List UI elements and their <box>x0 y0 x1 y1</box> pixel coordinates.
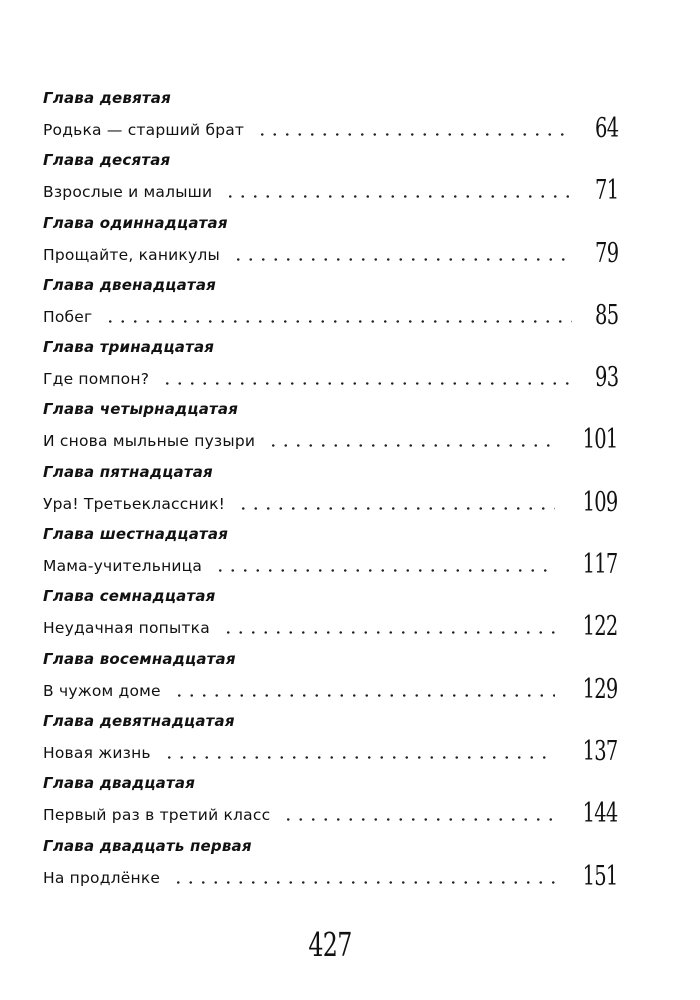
toc-entry <box>43 773 618 835</box>
toc-entry <box>43 213 618 275</box>
page-number: 129 <box>583 673 618 705</box>
dot-leader <box>214 569 555 572</box>
toc-row <box>43 235 618 269</box>
chapter-label: Глава десятая <box>43 151 171 170</box>
chapter-label: Глава девятая <box>43 89 171 107</box>
toc-row <box>43 110 618 144</box>
toc-entry <box>43 836 618 898</box>
toc-entry <box>43 524 618 586</box>
toc-row <box>43 733 618 767</box>
page-number: 71 <box>594 175 618 207</box>
toc-row <box>43 172 618 206</box>
chapter-label: Глава шестнадцатая <box>43 525 229 544</box>
chapter-label: Глава восемнадцатая <box>43 649 236 668</box>
page-number: 85 <box>594 299 618 331</box>
toc-entry <box>43 399 618 461</box>
dot-leader <box>237 507 555 510</box>
page-number: 117 <box>583 549 618 581</box>
folio-page-number <box>0 925 660 965</box>
dot-leader <box>172 881 555 884</box>
toc-row <box>43 671 618 705</box>
chapter-title: Ура! Третьеклассник! <box>43 494 226 513</box>
toc-row <box>43 546 618 580</box>
dot-leader <box>104 320 571 323</box>
dot-leader <box>224 195 571 198</box>
dot-leader <box>161 382 572 385</box>
toc-entry <box>43 711 618 773</box>
chapter-title: Родька — старший брат <box>43 121 245 139</box>
toc-entry <box>43 337 618 399</box>
dot-leader <box>222 631 556 634</box>
page-number: 93 <box>594 362 618 394</box>
toc-entry <box>43 586 618 648</box>
toc-entry <box>43 88 618 150</box>
chapter-title: В чужом доме <box>43 681 161 700</box>
chapter-title: И снова мыльные пузыри <box>43 432 256 451</box>
toc-entry <box>43 150 618 212</box>
page-number: 151 <box>583 860 618 892</box>
page-number: 144 <box>583 798 618 830</box>
chapter-label: Глава одиннадцатая <box>43 213 228 232</box>
dot-leader <box>232 258 572 261</box>
chapter-label: Глава девятнадцатая <box>43 711 235 730</box>
dot-leader <box>256 133 571 136</box>
toc-entry <box>43 462 618 524</box>
chapter-label: Глава тринадцатая <box>43 338 215 357</box>
folio-number: 427 <box>308 925 352 964</box>
page-number: 122 <box>583 611 618 643</box>
dot-leader <box>173 694 556 697</box>
chapter-title: Прощайте, каникулы <box>43 245 220 264</box>
dot-leader <box>267 444 555 447</box>
toc-row <box>43 484 618 518</box>
dot-leader <box>282 818 555 821</box>
chapter-title: Побег <box>43 307 93 326</box>
table-of-contents <box>43 88 618 898</box>
chapter-label: Глава пятнадцатая <box>43 462 213 481</box>
chapter-title: Мама-учительница <box>43 557 203 576</box>
dot-leader <box>163 756 556 759</box>
chapter-label: Глава четырнадцатая <box>43 400 239 419</box>
toc-entry <box>43 649 618 711</box>
chapter-title: Взрослые и малыши <box>43 183 213 202</box>
chapter-title: Новая жизнь <box>43 743 151 762</box>
toc-entry <box>43 275 618 337</box>
chapter-title: Первый раз в третий класс <box>43 806 271 825</box>
toc-row <box>43 608 618 642</box>
chapter-title: На продлёнке <box>43 868 161 887</box>
page-number: 64 <box>594 113 618 144</box>
chapter-label: Глава двенадцатая <box>43 275 216 294</box>
chapter-title: Неудачная попытка <box>43 619 210 638</box>
page-number: 101 <box>583 424 618 456</box>
chapter-label: Глава семнадцатая <box>43 587 216 606</box>
toc-row <box>43 795 618 829</box>
page-number: 79 <box>594 237 618 269</box>
page-number: 109 <box>583 486 618 518</box>
chapter-label: Глава двадцатая <box>43 774 196 793</box>
chapter-title: Где помпон? <box>43 370 150 389</box>
page-number: 137 <box>583 735 618 767</box>
toc-row <box>43 297 618 331</box>
toc-row <box>43 359 618 393</box>
toc-row <box>43 858 618 892</box>
toc-row <box>43 421 618 455</box>
chapter-label: Глава двадцать первая <box>43 836 252 855</box>
